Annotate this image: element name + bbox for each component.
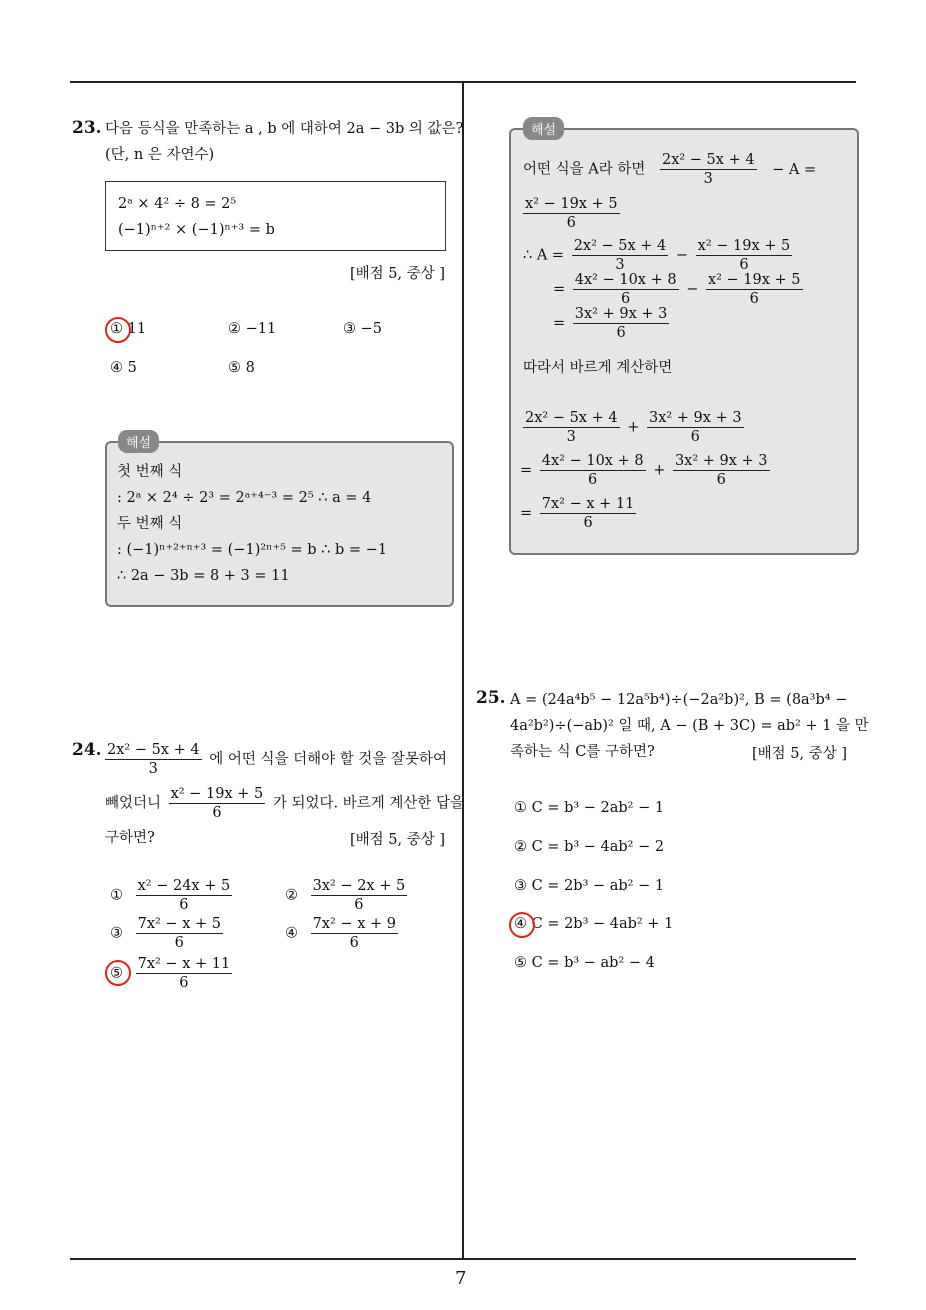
column-divider [462,82,464,1260]
q23-solution-line-3: 두 번째 식 [117,516,183,532]
q23-option-1[interactable]: ① 11 [110,321,147,337]
sol24-line-m1: $\frac{\text{2x² − 5x + 4}}{3}$ + $\frac{\text{3x² + 9x + 3}}{6}$ [525,410,742,445]
sol24-line-intro: 어떤 식을 A라 하면 $\frac{\text{2x² − 5x + 4}}{3}$ − A = [523,152,817,187]
question-23-condition-box [105,181,446,251]
q23-solution-line-5: ∴ 2a − 3b = 8 + 3 = 11 [117,568,290,584]
question-24-number: 24. [72,740,102,760]
q24-text-2b: 가 되었다. 바르게 계산한 답을 [272,795,464,812]
condition-line-1: 2ᵃ × 4² ÷ 8 = 2⁵ [118,196,237,212]
q24-option-3[interactable]: ③ $\frac{\text{7x² − x + 5}}{6}$ [110,916,221,951]
question-23-number: 23. [72,118,102,138]
question-25-line2: 4a²b²)÷(−ab)² 일 때, A − (B + 3C) = ab² + 1 을 만 [510,718,869,734]
page-number: 7 [455,1268,467,1289]
q24-answer-mark-circle [105,960,131,986]
condition-line-2: (−1)ⁿ⁺² × (−1)ⁿ⁺³ = b [118,222,275,238]
sol24-line-a2: = $\frac{\text{4x² − 10x + 8}}{6}$ − $\frac{\text{x² − 19x + 5}}{6}$ [553,272,801,307]
q24-fraction-2: $\frac{\text{x² − 19x + 5}}{6}$ [170,786,264,821]
q23-solution-line-4: : (−1)ⁿ⁺²⁺ⁿ⁺³ = (−1)²ⁿ⁺⁵ = b ∴ b = −1 [117,542,388,558]
q23-solution-line-1: 첫 번째 식 [117,464,183,480]
q24-option-4[interactable]: ④ $\frac{\text{7x² − x + 9}}{6}$ [285,916,396,951]
q23-option-5[interactable]: ⑤ 8 [228,360,255,376]
question-23-score: [배점 5, 중상 ] [350,266,446,282]
sol24-line-m2: = $\frac{\text{4x² − 10x + 8}}{6}$ + $\frac{\text{3x² + 9x + 3}}{6}$ [520,453,768,488]
question-24-line1 [102,742,447,777]
question-23-text-line1: 다음 등식을 만족하는 a , b 에 대하여 2a − 3b 의 값은? [105,121,464,137]
question-25-line3: 족하는 식 C를 구하면? [510,744,655,760]
question-24-score: [배점 5, 중상 ] [350,832,446,848]
question-25-number: 25. [476,688,506,708]
q24-option-5[interactable]: ⑤ $\frac{\text{7x² − x + 11}}{6}$ [110,956,231,991]
sol24-line-m3: = $\frac{\text{7x² − x + 11}}{6}$ [520,496,635,531]
sol24-line-rhs: $\frac{\text{x² − 19x + 5}}{6}$ [525,196,618,231]
question-23-text-line2: (단, n 은 자연수) [105,147,215,163]
sol24-line-a3: = $\frac{\text{3x² + 9x + 3}}{6}$ [553,306,668,341]
q23-solution-line-2: : 2ᵃ × 2⁴ ÷ 2³ = 2ᵃ⁺⁴⁻³ = 2⁵ ∴ a = 4 [117,490,372,506]
q23-option-2[interactable]: ② −11 [228,321,277,337]
q25-option-3[interactable]: ③ C = 2b³ − ab² − 1 [514,878,665,894]
q24-text-1: 에 어떤 식을 더해야 할 것을 잘못하여 [209,751,447,768]
q25-option-2[interactable]: ② C = b³ − 4ab² − 2 [514,839,665,855]
sol24-line-a1: ∴ A = $\frac{\text{2x² − 5x + 4}}{3}$ − $\frac{\text{x² − 19x + 5}}{6}$ [523,238,791,273]
question-24-line2 [105,786,464,821]
q25-option-1[interactable]: ① C = b³ − 2ab² − 1 [514,800,665,816]
bottom-rule [70,1258,856,1260]
question-25-score: [배점 5, 중상 ] [752,746,848,762]
q25-option-4[interactable]: ④ C = 2b³ − 4ab² + 1 [514,916,674,932]
q24-text-2a: 빼었더니 [105,795,162,812]
q24-option-1[interactable]: ① $\frac{\text{x² − 24x + 5}}{6}$ [110,878,231,913]
sol24-follow-text: 따라서 바르게 계산하면 [523,360,673,376]
q23-answer-mark-circle [105,317,131,343]
q25-answer-mark-circle [509,912,535,938]
question-25-line1: A = (24a⁴b⁵ − 12a⁵b⁴)÷(−2a²b)², B = (8a³b⁴ − [510,692,848,708]
q23-solution-tag: 해설 [118,430,159,453]
q24-option-2[interactable]: ② $\frac{\text{3x² − 2x + 5}}{6}$ [285,878,406,913]
q23-option-4[interactable]: ④ 5 [110,360,137,376]
question-24-line3: 구하면? [105,830,155,846]
q24-fraction-1: $\frac{\text{2x² − 5x + 4}}{3}$ [107,742,200,777]
q25-option-5[interactable]: ⑤ C = b³ − ab² − 4 [514,955,655,971]
q23-option-3[interactable]: ③ −5 [343,321,382,337]
q24-solution-tag: 해설 [523,117,564,140]
q24-solution-box [509,128,859,555]
